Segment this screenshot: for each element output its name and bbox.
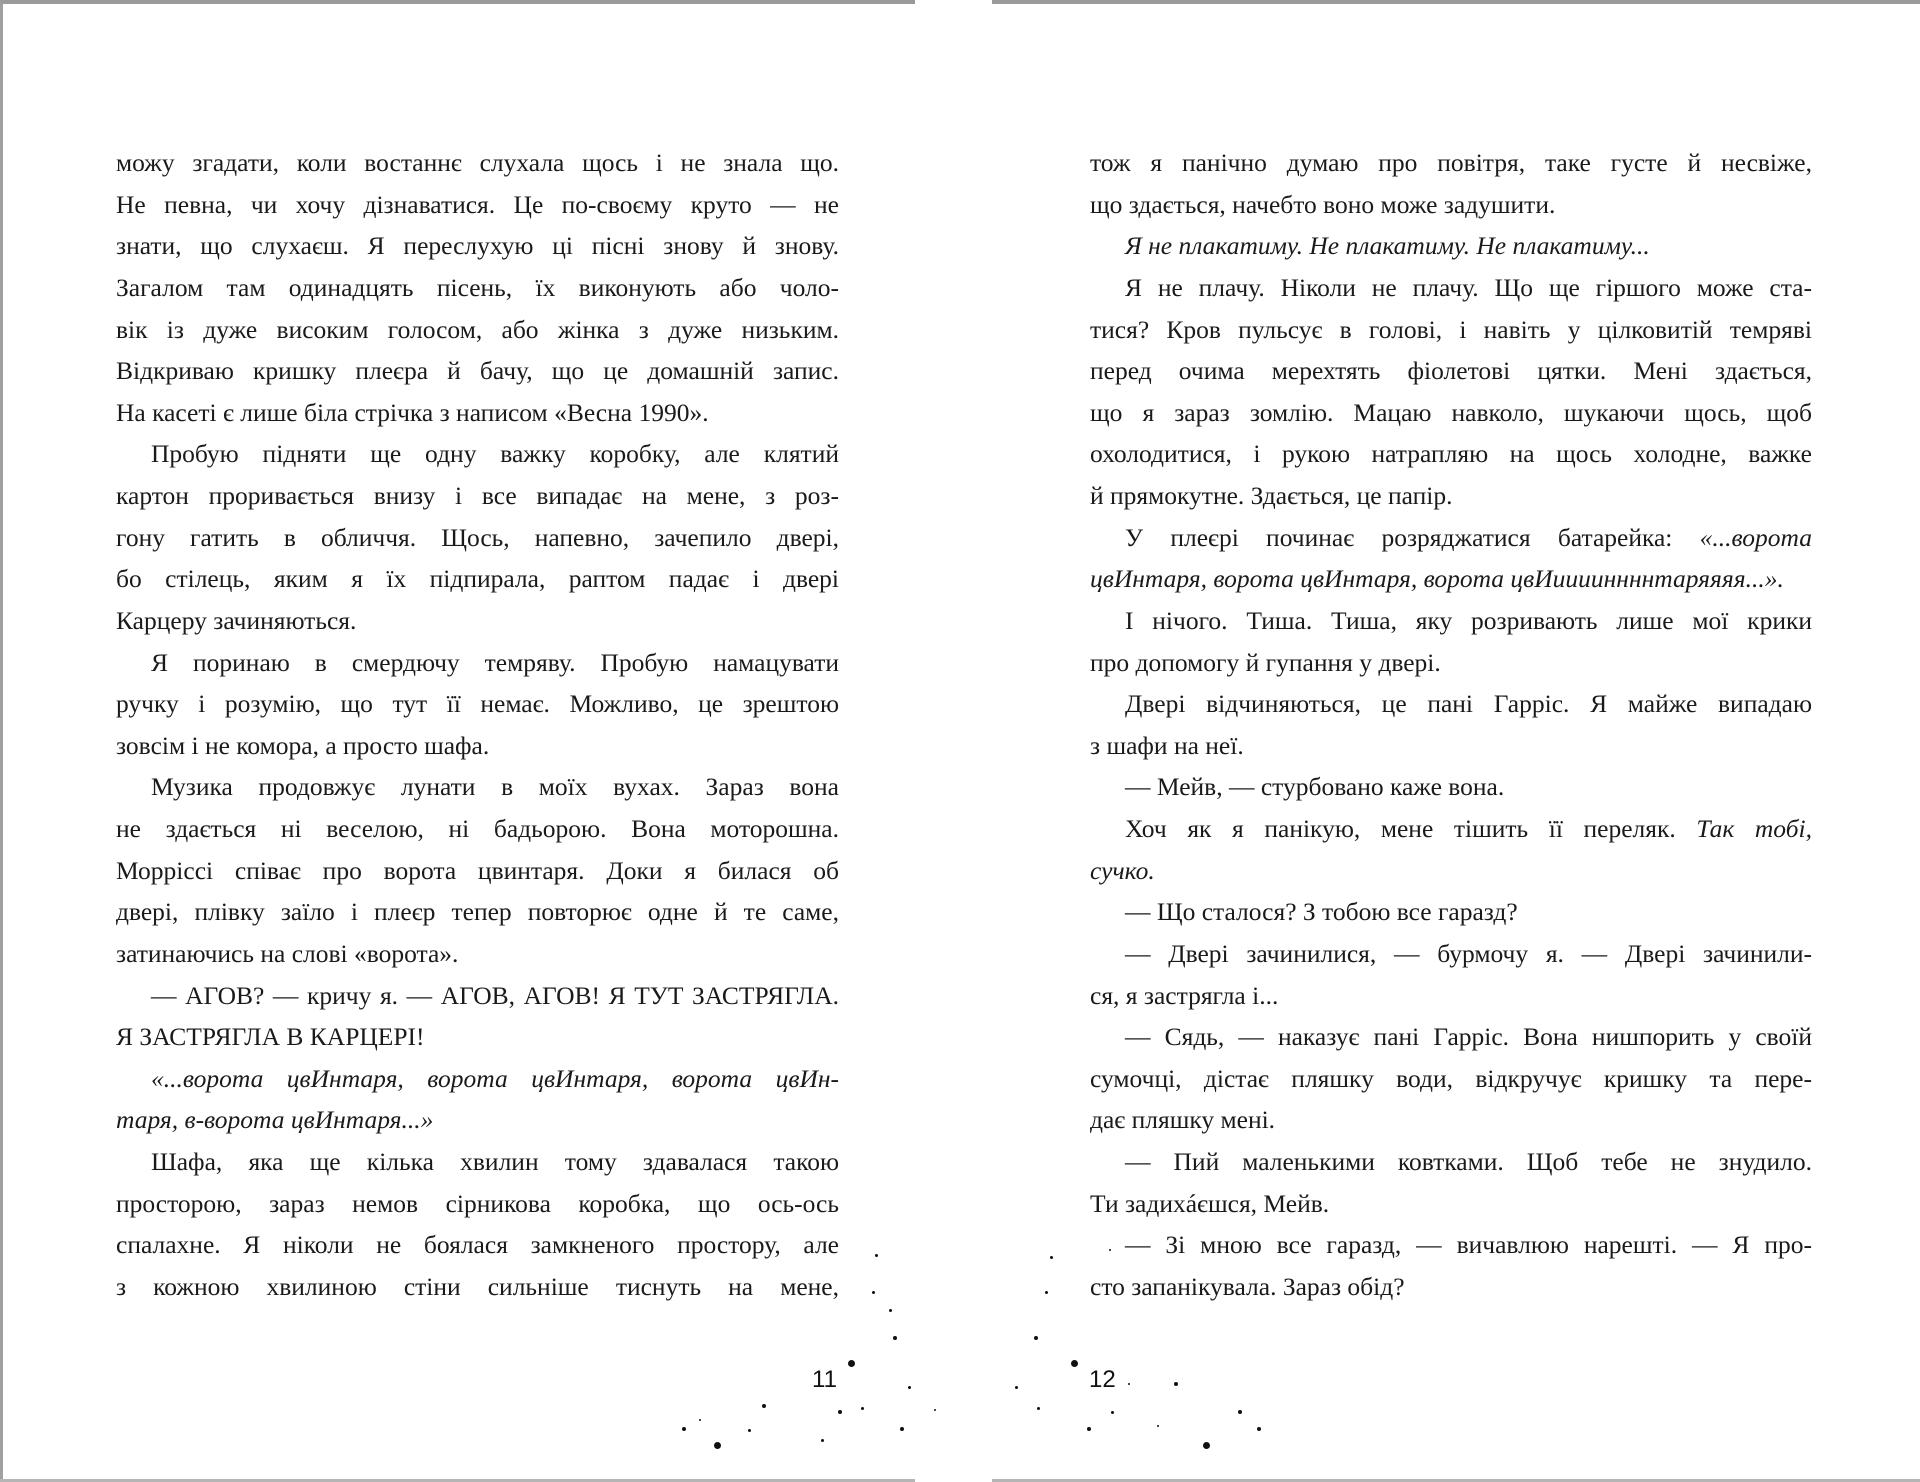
star-dot	[1238, 1410, 1242, 1414]
text-line	[116, 142, 839, 184]
text-line	[116, 725, 839, 767]
line-text: — Двері зачинилися, — бурмочу я. — Двері зачинили-	[1125, 938, 1812, 968]
line-text: не здається ні веселою, ні бадьорою. Вона моторошна.	[116, 814, 839, 844]
line-text: тож я панічно думаю про повітря, таке густе й несвіже,	[1090, 148, 1812, 177]
star-dot	[1034, 1336, 1038, 1340]
text-line	[116, 683, 839, 725]
line-text: що здається, начебто воно може задушити.	[1090, 189, 1556, 219]
text-line	[1090, 725, 1812, 767]
line-text: Я не плачу. Ніколи не плачу. Що ще гіршого може ста-	[1125, 272, 1812, 302]
text-line	[1125, 600, 1812, 642]
star-dot	[1071, 1360, 1078, 1367]
text-line	[1090, 350, 1812, 392]
line-text: картон проривається внизу і все випадає на мене, з роз-	[116, 481, 839, 511]
line-text: з шафи на неї.	[1090, 730, 1244, 760]
star-dot	[1203, 1442, 1210, 1449]
line-text: що я зараз зомлію. Мацаю навколо, шукаючи щось, щоб	[1090, 397, 1812, 427]
star-dot	[875, 1254, 878, 1257]
line-text: — Зі мною все гаразд, — вичавлюю нарешті. — Я про-	[1125, 1230, 1812, 1260]
line-text: сто запанікувала. Зараз обід?	[1090, 1272, 1405, 1301]
line-text: У плеєрі починає розряджатися батарейка:	[1125, 522, 1700, 552]
star-dot	[682, 1427, 686, 1431]
line-text: можу згадати, коли востаннє слухала щось і не знала що.	[116, 148, 839, 177]
line-text: спалахне. Я ніколи не боялася замкненого простору, але	[116, 1230, 839, 1260]
star-dot	[848, 1360, 855, 1367]
line-text: гону гатить в обличчя. Щось, напевно, зачепило двері,	[116, 522, 839, 552]
line-text: Морріссі співає про ворота цвинтаря. Доки я билася об	[116, 855, 839, 885]
line-text: Шафа, яка ще кілька хвилин тому здавалася такою	[151, 1147, 839, 1177]
text-line	[1125, 267, 1812, 309]
line-text: Відкриваю кришку плеєра й бачу, що це домашній запис.	[116, 356, 839, 386]
star-dot	[748, 1429, 751, 1432]
text-line	[116, 1183, 839, 1225]
text-line	[1090, 1099, 1812, 1141]
line-text: Музика продовжує лунати в моїх вухах. Зараз вона	[151, 772, 839, 802]
line-italic-text: Я не плакатиму. Не плакатиму. Не плакатиму...	[1125, 231, 1650, 261]
text-line	[116, 1224, 839, 1266]
text-line	[116, 891, 839, 933]
star-dot	[699, 1419, 701, 1421]
star-dot	[714, 1442, 721, 1449]
line-text: Двері відчиняються, це пані Гарріс. Я майже випадаю	[1125, 689, 1812, 719]
text-line	[1090, 975, 1812, 1017]
text-line	[151, 975, 839, 1017]
line-text: перед очима мерехтять фіолетові цятки. Мені здається,	[1090, 356, 1812, 386]
star-dot	[1111, 1411, 1114, 1414]
page-number-right: 12	[1089, 1366, 1116, 1393]
text-line	[1125, 683, 1812, 725]
line-text: Не певна, чи хочу дізнаватися. Це по-своєму круто — не	[116, 189, 839, 219]
line-text: бо стілець, яким я їх підпирала, раптом падає і двері	[116, 564, 839, 594]
star-dot	[1157, 1425, 1159, 1427]
text-line	[1125, 808, 1812, 850]
text-line	[116, 517, 839, 559]
line-italic-text: «...ворота	[1699, 522, 1812, 552]
star-dot	[1128, 1383, 1130, 1385]
text-line	[1125, 1141, 1812, 1183]
text-line	[1125, 891, 1812, 933]
line-text: Я поринаю в смердючу темряву. Пробую намацувати	[151, 647, 839, 677]
line-text: просторою, зараз немов сірникова коробка, що ось-ось	[116, 1188, 839, 1218]
star-dot	[1109, 1249, 1111, 1251]
line-text: ся, я застрягла і...	[1090, 980, 1279, 1010]
line-italic-text: «...ворота цвИнтаря, ворота цвИнтаря, ворота цвИн-	[151, 1063, 839, 1093]
text-line	[1090, 1058, 1812, 1100]
text-line	[116, 558, 839, 600]
text-line	[1090, 1183, 1812, 1225]
text-line	[1090, 433, 1812, 475]
line-text: знати, що слухаєш. Я переслухую ці пісні знову й знову.	[116, 231, 839, 261]
line-text: про допомогу й гупання у двері.	[1090, 647, 1441, 677]
line-text: І нічого. Тиша. Тиша, яку розривають лише мої крики	[1125, 605, 1812, 635]
line-text: з кожною хвилиною стіни сильніше тиснуть на мене,	[116, 1272, 839, 1301]
line-text: двері, плівку заїло і плеєр тепер повторює одне й те саме,	[116, 897, 839, 927]
text-line	[116, 1099, 839, 1141]
star-dot	[821, 1439, 824, 1442]
text-line	[1090, 475, 1812, 517]
star-dot	[934, 1409, 936, 1411]
text-line	[116, 1266, 839, 1308]
line-text: Загалом там одинадцять пісень, їх виконують або чоло-	[116, 272, 839, 302]
text-line	[1090, 558, 1812, 600]
star-dot	[900, 1427, 904, 1431]
text-line	[1090, 142, 1812, 184]
text-line	[116, 225, 839, 267]
text-line	[116, 933, 839, 975]
text-line	[116, 1016, 839, 1058]
star-dot	[893, 1336, 897, 1340]
star-dot	[908, 1386, 911, 1389]
text-line	[1125, 225, 1812, 267]
text-line	[151, 433, 839, 475]
text-line	[1090, 309, 1812, 351]
text-line	[116, 309, 839, 351]
text-line	[151, 766, 839, 808]
line-text: Пробую підняти ще одну важку коробку, але клятий	[151, 439, 839, 469]
line-text: — Пий маленькими ковтками. Щоб тебе не знудило.	[1125, 1147, 1812, 1177]
line-text: дає пляшку мені.	[1090, 1105, 1276, 1135]
text-line	[116, 600, 839, 642]
text-line	[116, 350, 839, 392]
star-dot	[1174, 1382, 1178, 1386]
line-text: затинаючись на слові «ворота».	[116, 938, 459, 968]
text-line	[116, 475, 839, 517]
line-italic-text: цвИнтаря, ворота цвИнтаря, ворота цвИииииннннтаряяяя...».	[1090, 564, 1784, 594]
line-text: Карцеру зачиняються.	[116, 605, 357, 635]
text-line	[116, 850, 839, 892]
text-line	[1090, 184, 1812, 226]
line-text: Хоч як я панікую, мене тішить її переляк.	[1125, 814, 1697, 844]
star-dot	[1037, 1407, 1040, 1410]
star-dot	[1087, 1427, 1091, 1431]
text-line	[116, 392, 839, 434]
star-dot	[1045, 1291, 1048, 1294]
star-dot	[1050, 1256, 1053, 1259]
text-line	[1090, 1266, 1812, 1308]
line-text: охолодитися, і рукою натрапляю на щось холодне, важке	[1090, 439, 1812, 469]
text-line	[116, 808, 839, 850]
line-italic-text: Так тобі,	[1696, 814, 1812, 844]
text-line	[116, 184, 839, 226]
line-text: — АГОВ? — кричу я. — АГОВ, АГОВ! Я ТУТ ЗАСТРЯГЛА.	[151, 980, 839, 1010]
star-dot	[889, 1309, 892, 1312]
star-dot	[1257, 1427, 1261, 1431]
line-italic-text: сучко.	[1090, 855, 1155, 885]
line-text: вік із дуже високим голосом, або жінка з дуже низьким.	[116, 314, 839, 344]
line-text: На касеті є лише біла стрічка з написом «Весна 1990».	[116, 397, 709, 427]
line-text: тися? Кров пульсує в голові, і навіть у цілковитій темряві	[1090, 314, 1812, 344]
text-line	[1125, 766, 1812, 808]
line-italic-text: таря, в-ворота цвИнтаря...»	[116, 1105, 434, 1135]
text-line	[1090, 642, 1812, 684]
line-text: Ти задихáєшся, Мейв.	[1090, 1188, 1330, 1218]
star-dot	[762, 1404, 766, 1408]
line-text: Я ЗАСТРЯГЛА В КАРЦЕРІ!	[116, 1022, 425, 1052]
star-dot	[1015, 1386, 1018, 1389]
line-text: — Що сталося? З тобою все гаразд?	[1125, 897, 1518, 927]
line-text: й прямокутне. Здається, це папір.	[1090, 481, 1453, 511]
text-line	[1125, 517, 1812, 559]
star-dot	[861, 1407, 864, 1410]
text-line	[1090, 850, 1812, 892]
line-text: ручку і розумію, що тут її немає. Можливо, це зрештою	[116, 689, 839, 719]
line-text: зовсім і не комора, а просто шафа.	[116, 730, 490, 760]
text-line	[1125, 933, 1812, 975]
line-text: — Мейв, — стурбовано каже вона.	[1125, 772, 1505, 802]
text-line	[151, 642, 839, 684]
star-dot	[872, 1291, 875, 1294]
text-line	[151, 1141, 839, 1183]
text-line	[151, 1058, 839, 1100]
line-text: — Сядь, — наказує пані Гарріс. Вона нишпорить у своїй	[1125, 1022, 1812, 1052]
text-line	[1090, 392, 1812, 434]
line-text: сумочці, дістає пляшку води, відкручує кришку та пере-	[1090, 1063, 1812, 1093]
star-dot	[838, 1410, 842, 1414]
page-number-left: 11	[812, 1366, 837, 1393]
text-line	[1125, 1224, 1812, 1266]
text-line	[1125, 1016, 1812, 1058]
text-line	[116, 267, 839, 309]
